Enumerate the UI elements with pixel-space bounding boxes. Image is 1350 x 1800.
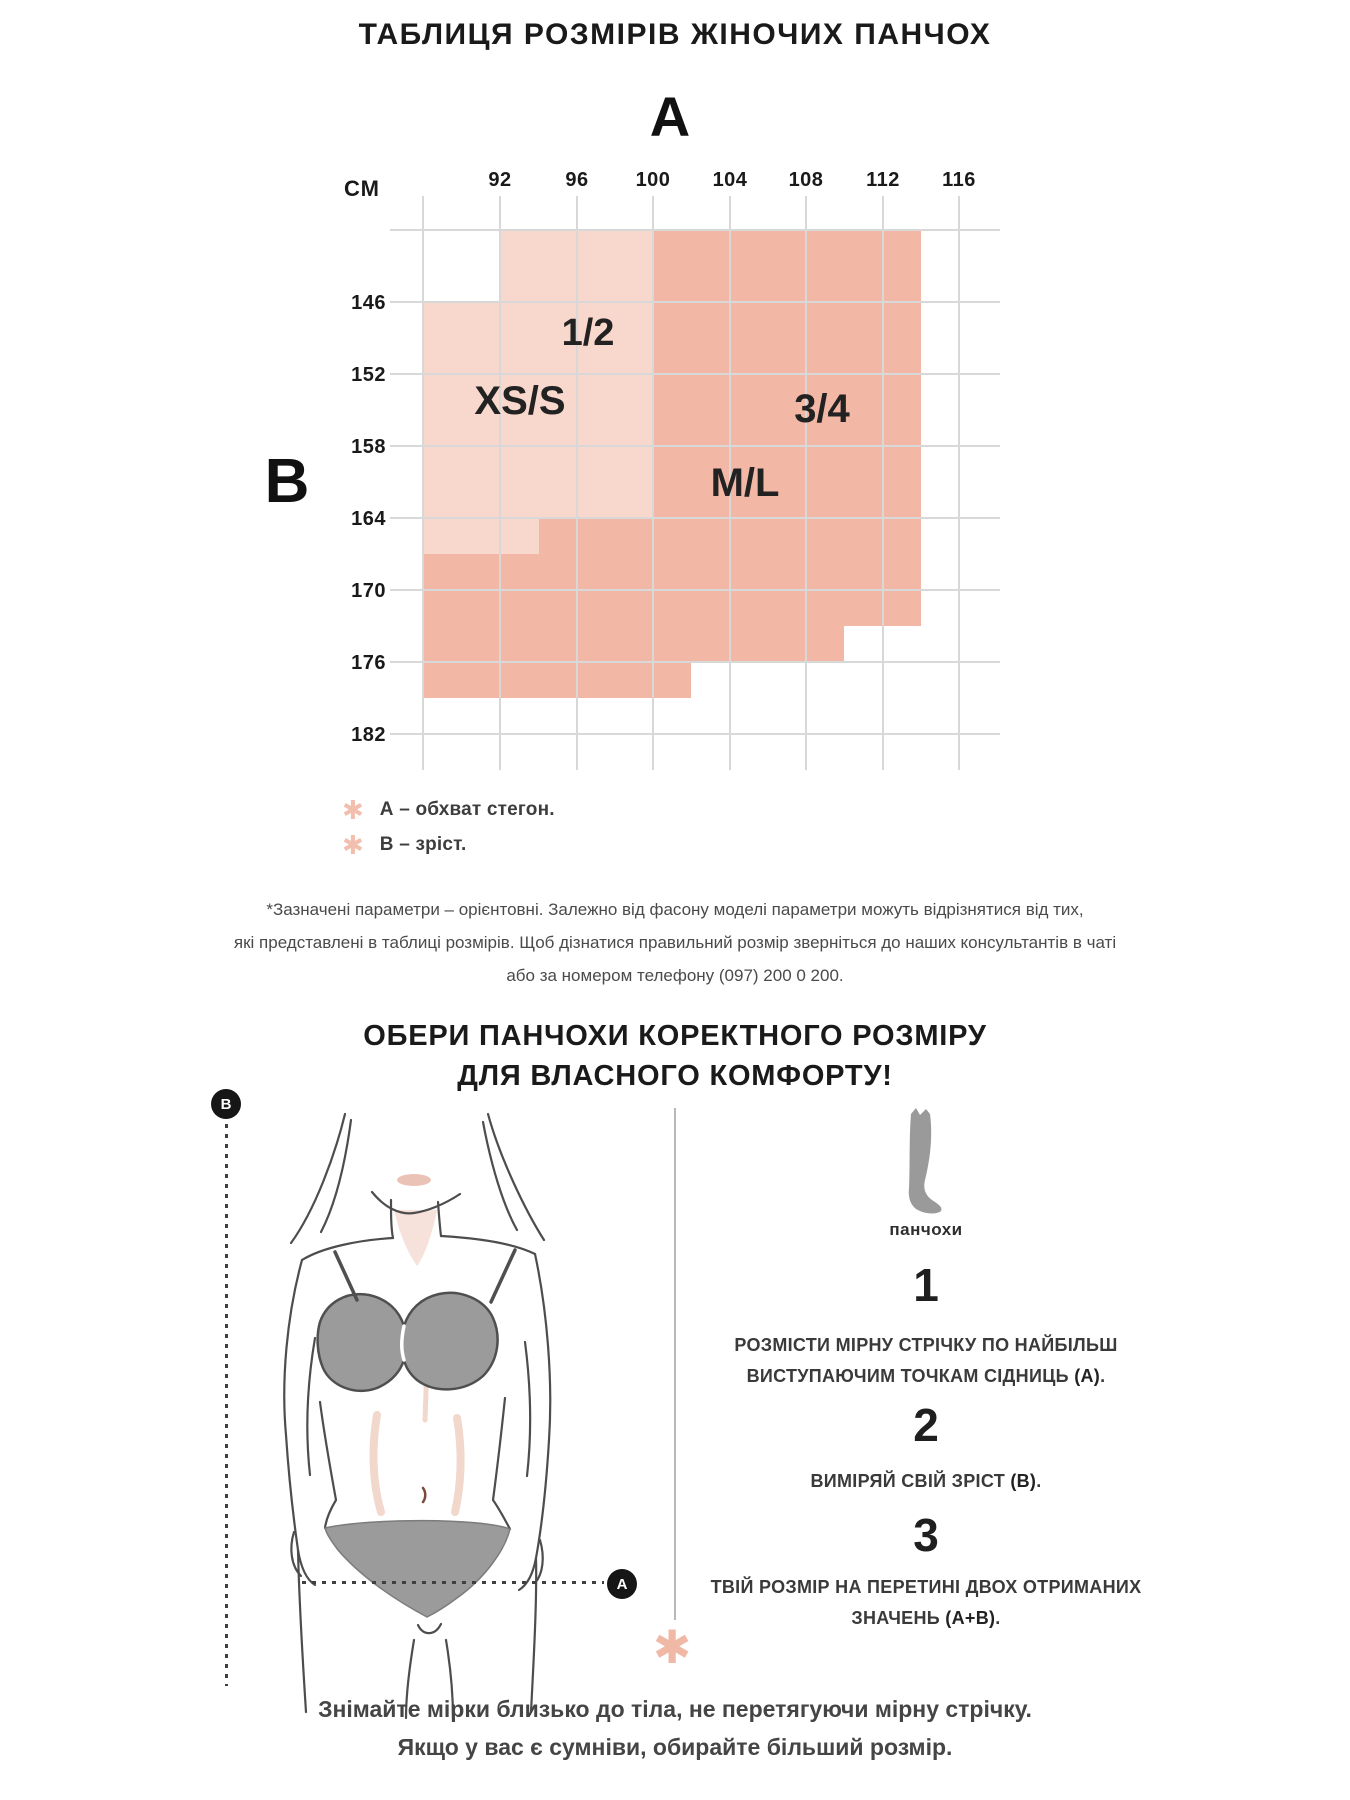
shoulder-left <box>302 1238 393 1260</box>
crotch-line <box>418 1624 441 1633</box>
asterisk-icon: ✱ <box>342 830 364 860</box>
asterisk-icon: ✱ <box>342 795 364 825</box>
torso-skin-shade <box>455 1418 461 1512</box>
svg-text:182: 182 <box>351 724 386 746</box>
asterisk-icon: ✱ <box>652 1621 692 1673</box>
section2-title-line2: ДЛЯ ВЛАСНОГО КОМФОРТУ! <box>457 1060 893 1092</box>
svg-text:104: 104 <box>712 169 748 191</box>
step3-text <box>691 1572 1161 1634</box>
svg-text:100: 100 <box>635 169 671 191</box>
shoulder-right <box>441 1236 535 1254</box>
bra <box>318 1293 498 1391</box>
section2-title-line1: ОБЕРИ ПАНЧОХИ КОРЕКТНОГО РОЗМІРУ <box>363 1020 987 1052</box>
legend-label: В – зріст. <box>379 834 467 855</box>
svg-text:146: 146 <box>351 292 386 314</box>
panty <box>325 1521 510 1617</box>
waist-right <box>493 1398 510 1529</box>
advice-line1: Знімайте мірки близько до тіла, не перетягуючи мірну стрічку. <box>318 1696 1032 1722</box>
axis-label-a: А <box>649 85 691 148</box>
arm-right-inner <box>525 1342 530 1476</box>
svg-text:96: 96 <box>565 169 589 191</box>
legend-label: А – обхват стегон. <box>379 799 555 820</box>
svg-text:XS/S: XS/S <box>474 379 566 423</box>
page-title: ТАБЛИЦЯ РОЗМІРІВ ЖІНОЧИХ ПАНЧОХ <box>358 18 992 51</box>
x-tick-labels <box>488 169 976 191</box>
svg-text:112: 112 <box>866 169 900 191</box>
legend-item-b <box>342 832 466 858</box>
step2-text <box>691 1466 1161 1497</box>
step2-number: 2 <box>913 1399 939 1451</box>
svg-text:158: 158 <box>351 436 386 458</box>
arm-left-inner <box>307 1338 315 1475</box>
step1-line2: ВИСТУПАЮЧИМ ТОЧКАМ СІДНИЦЬ (А). <box>746 1366 1106 1386</box>
hip-dashed-line <box>302 1581 604 1584</box>
svg-text:152: 152 <box>351 364 386 386</box>
legend-item-a <box>342 797 555 823</box>
footnote <box>0 893 1350 992</box>
svg-text:M/L: M/L <box>710 461 780 505</box>
badge-a: А <box>607 1569 637 1599</box>
step1-line1: РОЗМІСТИ МІРНУ СТРІЧКУ ПО НАЙБІЛЬШ <box>734 1335 1118 1355</box>
svg-text:116: 116 <box>942 169 976 191</box>
footnote-line: *Зазначені параметри – орієнтовні. Залежно від фасону моделі параметри можуть відрізнятися від тих, <box>266 900 1084 919</box>
svg-text:176: 176 <box>351 652 386 674</box>
step3-number: 3 <box>913 1509 939 1561</box>
footnote-line: або за номером телефону (097) 200 0 200. <box>506 966 844 985</box>
svg-text:170: 170 <box>351 580 386 602</box>
measuring-advice <box>0 1690 1350 1766</box>
hair-left <box>291 1114 345 1243</box>
stocking-icon <box>897 1108 953 1214</box>
hair-right-strand <box>483 1122 517 1230</box>
bra-strap-left <box>335 1252 357 1300</box>
advice-line2: Якщо у вас є сумніви, обирайте більший розмір. <box>397 1734 953 1760</box>
stocking-label: панчохи <box>889 1220 963 1239</box>
torso-skin-shade <box>374 1415 381 1512</box>
step3-line1: ТВІЙ РОЗМІР НА ПЕРЕТИНІ ДВОХ ОТРИМАНИХ <box>710 1577 1142 1597</box>
lips <box>397 1174 431 1186</box>
step1-text <box>691 1330 1161 1392</box>
footnote-line: які представлені в таблиці розмірів. Щоб дізнатися правильний розмір зверніться до наших консультантів в чаті <box>233 933 1117 952</box>
svg-text:108: 108 <box>788 169 824 191</box>
svg-text:1/2: 1/2 <box>561 312 615 354</box>
arm-right-outer <box>519 1254 550 1590</box>
unit-label-cm: СМ <box>344 176 380 201</box>
arm-left-outer <box>284 1260 315 1585</box>
chest-skin <box>394 1210 437 1266</box>
navel <box>423 1488 425 1502</box>
waist-left <box>320 1402 336 1528</box>
step1-number: 1 <box>913 1259 939 1311</box>
y-tick-labels <box>351 292 386 746</box>
svg-text:92: 92 <box>488 169 512 191</box>
neck-right <box>438 1202 441 1236</box>
badge-b: В <box>211 1089 241 1119</box>
svg-text:3/4: 3/4 <box>794 387 850 431</box>
axis-label-b: В <box>264 447 310 516</box>
size-grid-chart <box>330 150 1030 790</box>
step3-line2: ЗНАЧЕНЬ (А+В). <box>851 1608 1001 1628</box>
bra-strap-right <box>491 1250 515 1302</box>
step2-line1: ВИМІРЯЙ СВІЙ ЗРІСТ (В). <box>810 1471 1042 1491</box>
body-measurement-illustration <box>195 1080 625 1720</box>
neck-left <box>391 1200 393 1238</box>
height-dashed-line <box>225 1124 228 1686</box>
column-divider <box>674 1108 676 1620</box>
svg-text:164: 164 <box>351 508 386 530</box>
